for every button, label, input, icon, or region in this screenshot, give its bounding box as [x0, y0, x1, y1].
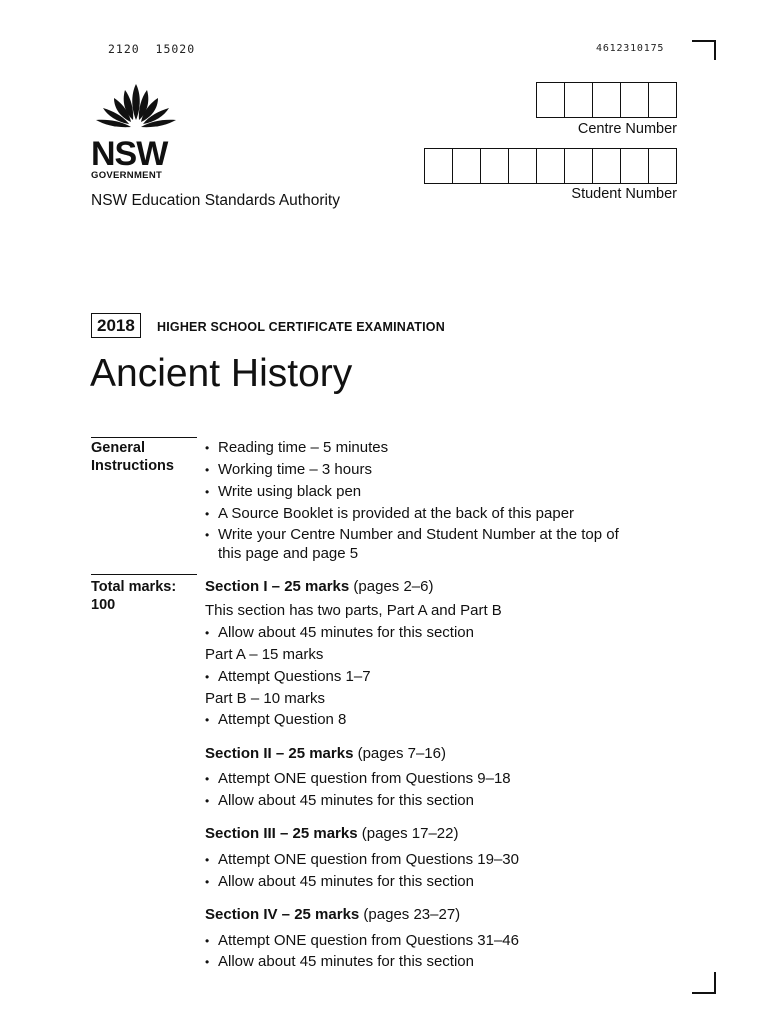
- list-item: • A Source Booklet is provided at the back of this paper: [205, 505, 619, 526]
- centre-number-box[interactable]: [648, 82, 677, 118]
- section-line: Part B – 10 marks: [205, 690, 326, 707]
- list-item: • Allow about 45 minutes for this section: [205, 873, 519, 891]
- student-number-box[interactable]: [536, 148, 565, 184]
- list-item: • Allow about 45 minutes for this section: [205, 792, 511, 810]
- nsw-government-logo: [91, 80, 181, 181]
- section-heading: Section IV – 25 marks (pages 23–27): [205, 906, 461, 923]
- section-line: Part A – 15 marks: [205, 646, 324, 663]
- section-line: This section has two parts, Part A and Part B: [205, 602, 502, 619]
- corner-mark-top-right: [692, 40, 716, 60]
- student-number-box[interactable]: [564, 148, 593, 184]
- centre-number-box[interactable]: [592, 82, 621, 118]
- student-number-box[interactable]: [620, 148, 649, 184]
- student-number-box[interactable]: [424, 148, 453, 184]
- list-item: • Allow about 45 minutes for this section: [205, 624, 502, 646]
- paper-code: 2120 15020: [108, 42, 196, 56]
- student-number-field[interactable]: [425, 148, 677, 184]
- page-title: Ancient History: [90, 352, 353, 395]
- list-item: • Attempt ONE question from Questions 9–18: [205, 770, 511, 792]
- section-3: [205, 825, 519, 891]
- barcode-number: 4612310175: [596, 43, 665, 54]
- student-number-box[interactable]: [648, 148, 677, 184]
- section-heading: Section I – 25 marks (pages 2–6): [205, 578, 434, 595]
- list-item: • Allow about 45 minutes for this section: [205, 953, 519, 971]
- authority-name: NSW Education Standards Authority: [91, 192, 340, 209]
- divider: [91, 574, 197, 575]
- list-item-continued: this page and page 5: [218, 545, 359, 562]
- list-item: • Write your Centre Number and Student Number at the top of: [205, 526, 619, 545]
- exam-name: HIGHER SCHOOL CERTIFICATE EXAMINATION: [157, 320, 445, 334]
- list-item: • Attempt ONE question from Questions 19–30: [205, 851, 519, 873]
- total-marks-label: Total marks: 100: [91, 579, 177, 613]
- student-number-box[interactable]: [508, 148, 537, 184]
- general-instructions-list: [205, 439, 619, 563]
- section-2: [205, 745, 511, 810]
- list-item: • Write using black pen: [205, 483, 619, 505]
- section-4: [205, 906, 519, 971]
- student-number-box[interactable]: [480, 148, 509, 184]
- centre-number-box[interactable]: [620, 82, 649, 118]
- corner-mark-bottom-right: [692, 972, 716, 994]
- student-number-label: Student Number: [571, 186, 677, 202]
- list-item: • Attempt ONE question from Questions 31–46: [205, 932, 519, 953]
- centre-number-box[interactable]: [564, 82, 593, 118]
- logo-government-text: GOVERNMENT: [91, 170, 163, 181]
- section-heading: Section III – 25 marks (pages 17–22): [205, 825, 459, 842]
- logo-nsw-text: NSW: [91, 135, 168, 173]
- list-item: • Working time – 3 hours: [205, 461, 619, 483]
- list-item: • Reading time – 5 minutes: [205, 439, 619, 461]
- list-item: • Attempt Questions 1–7: [205, 668, 502, 690]
- list-item: • Attempt Question 8: [205, 711, 502, 729]
- waratah-icon: [91, 80, 181, 136]
- section-1: [205, 578, 502, 729]
- centre-number-label: Centre Number: [577, 121, 677, 137]
- student-number-box[interactable]: [592, 148, 621, 184]
- general-instructions-label: General Instructions: [91, 440, 174, 474]
- section-heading: Section II – 25 marks (pages 7–16): [205, 745, 446, 762]
- student-number-box[interactable]: [452, 148, 481, 184]
- divider: [91, 437, 197, 438]
- centre-number-field[interactable]: [537, 82, 677, 118]
- exam-year: 2018: [91, 313, 141, 338]
- centre-number-box[interactable]: [536, 82, 565, 118]
